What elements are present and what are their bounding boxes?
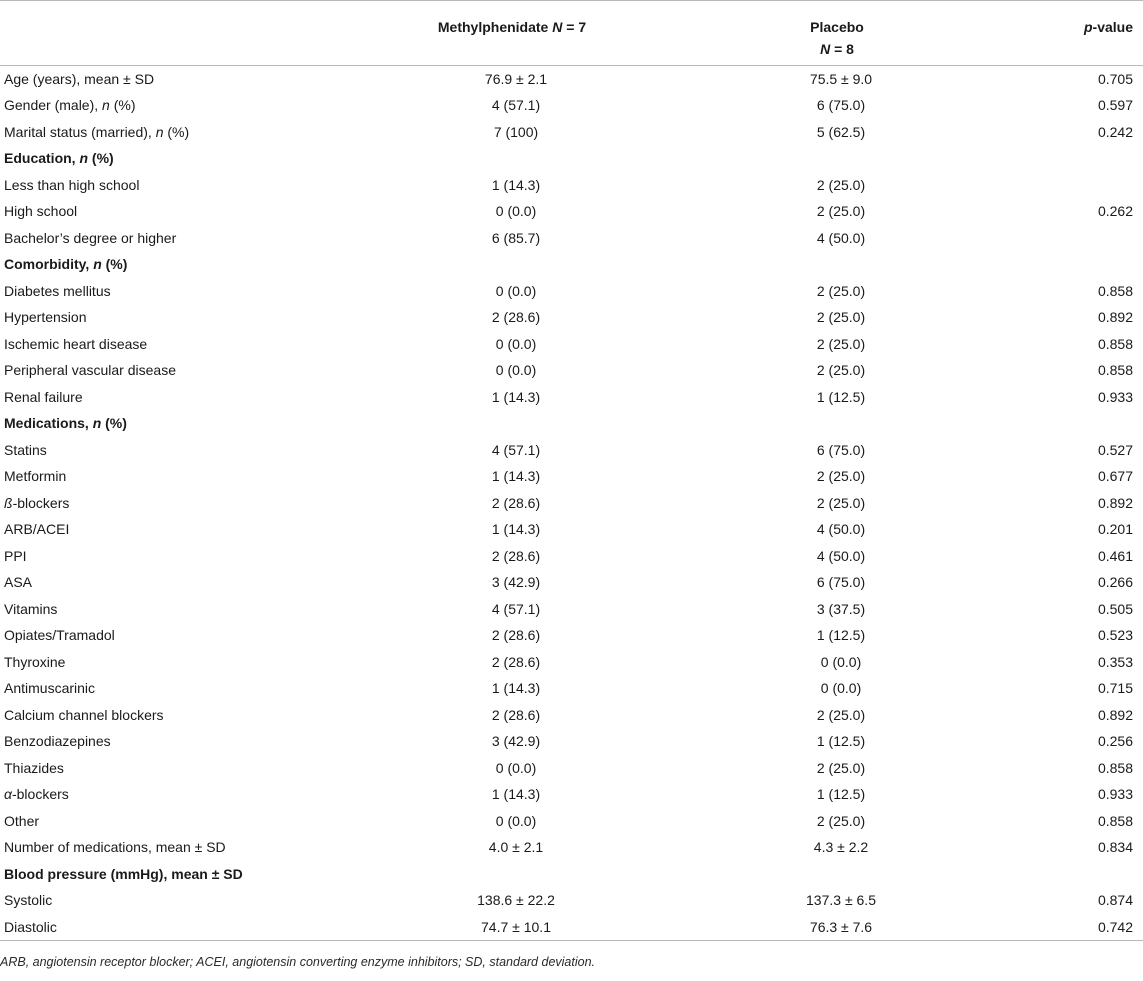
table-row	[0, 437, 1143, 464]
row-label	[0, 119, 330, 146]
placebo-value: 3 (37.5)	[816, 600, 866, 617]
table-row	[0, 781, 1143, 808]
row-label	[0, 596, 330, 623]
methylphenidate-value: 0 (0.0)	[495, 759, 537, 776]
table-row	[0, 198, 1143, 225]
methylphenidate-value: 74.7 ± 10.1	[330, 914, 622, 941]
methylphenidate-value: 1 (14.3)	[491, 521, 541, 538]
table-row	[0, 119, 1143, 146]
row-label-text: High school	[4, 203, 78, 220]
placebo-value: 5 (62.5)	[816, 123, 866, 140]
row-label	[0, 834, 330, 861]
placebo-value: 0 (0.0)	[820, 680, 862, 697]
header-label	[0, 1, 330, 66]
placebo-value: 1 (12.5)	[816, 786, 866, 803]
placebo-value	[622, 145, 1020, 172]
p-value: 0.892	[1097, 309, 1133, 326]
placebo-value: 4 (50.0)	[816, 521, 866, 538]
p-value	[1020, 225, 1143, 252]
placebo-value: 1 (12.5)	[816, 733, 866, 750]
p-value: 0.677	[1097, 468, 1133, 485]
p-value: 0.461	[1097, 547, 1133, 564]
row-label-text: PPI	[4, 547, 27, 564]
table-row	[0, 172, 1143, 199]
table-row	[0, 463, 1143, 490]
p-value: 0.256	[1097, 733, 1133, 750]
row-label-suffix: -blockers	[11, 786, 69, 803]
p-value: 0.858	[1097, 335, 1133, 352]
p-value: 0.505	[1097, 600, 1133, 617]
table-body	[0, 66, 1143, 941]
p-value	[1020, 410, 1143, 437]
p-value: 0.742	[1020, 914, 1143, 941]
p-value: 0.705	[1097, 71, 1133, 87]
row-label-italic: n	[155, 123, 164, 140]
methylphenidate-value: 3 (42.9)	[491, 733, 541, 750]
table-row	[0, 278, 1143, 305]
row-label-text: Thyroxine	[4, 653, 66, 670]
table-row	[0, 516, 1143, 543]
row-label	[0, 808, 330, 835]
row-label	[0, 569, 330, 596]
methylphenidate-value: 138.6 ± 22.2	[477, 892, 555, 909]
p-value: 0.874	[1097, 892, 1133, 909]
methylphenidate-value: 2 (28.6)	[491, 547, 541, 564]
row-label-text: Systolic	[4, 892, 53, 909]
row-label-text: Number of medications, mean ± SD	[4, 839, 226, 856]
placebo-value	[622, 410, 1020, 437]
methylphenidate-value: 1 (14.3)	[491, 388, 541, 405]
row-label-text: Metformin	[4, 468, 67, 485]
header-p-value-text: -value	[1092, 19, 1133, 35]
row-label-text: Comorbidity,	[4, 256, 94, 273]
methylphenidate-value: 0 (0.0)	[495, 812, 537, 829]
methylphenidate-value: 3 (42.9)	[491, 574, 541, 591]
table-row	[0, 755, 1143, 782]
row-label-text: Gender (male),	[4, 97, 103, 114]
row-label	[0, 66, 330, 93]
p-value	[1020, 251, 1143, 278]
row-label-text: Education,	[4, 150, 80, 167]
table-row	[0, 66, 1143, 93]
placebo-value: 6 (75.0)	[816, 97, 866, 114]
p-value: 0.933	[1097, 786, 1133, 803]
row-label	[0, 410, 330, 437]
placebo-value: 2 (25.0)	[816, 494, 866, 511]
header-row	[0, 1, 1143, 66]
row-label	[0, 914, 330, 941]
row-label	[0, 781, 330, 808]
header-placebo-n: N	[820, 41, 831, 57]
placebo-value	[622, 861, 1020, 888]
p-value: 0.834	[1097, 839, 1133, 856]
row-label	[0, 145, 330, 172]
header-placebo	[622, 1, 1020, 66]
methylphenidate-value: 4 (57.1)	[491, 97, 541, 114]
methylphenidate-value: 2 (28.6)	[491, 653, 541, 670]
row-label-suffix: (%)	[109, 97, 136, 114]
p-value: 0.858	[1097, 812, 1133, 829]
table-row	[0, 92, 1143, 119]
row-label-text: Marital status (married),	[4, 123, 156, 140]
table-row	[0, 622, 1143, 649]
row-label-text: Peripheral vascular disease	[4, 362, 176, 379]
placebo-value: 1 (12.5)	[816, 388, 866, 405]
placebo-value: 4 (50.0)	[816, 547, 866, 564]
p-value: 0.892	[1097, 494, 1133, 511]
row-label-text: Age (years), mean ± SD	[4, 71, 155, 87]
table-row	[0, 887, 1143, 914]
p-value: 0.201	[1097, 521, 1133, 538]
row-label-text: Benzodiazepines	[4, 733, 111, 750]
placebo-value: 1 (12.5)	[816, 627, 866, 644]
row-label-text: Diabetes mellitus	[4, 282, 111, 299]
row-label-text: Ischemic heart disease	[4, 335, 148, 352]
p-value: 0.715	[1097, 680, 1133, 697]
methylphenidate-value: 0 (0.0)	[495, 282, 537, 299]
row-label	[0, 331, 330, 358]
table-row	[0, 225, 1143, 252]
table-row	[0, 834, 1143, 861]
methylphenidate-value: 1 (14.3)	[491, 786, 541, 803]
row-label	[0, 463, 330, 490]
table-row	[0, 543, 1143, 570]
table-row	[0, 702, 1143, 729]
p-value: 0.353	[1097, 653, 1133, 670]
row-label-italic: n	[92, 415, 102, 432]
row-label	[0, 622, 330, 649]
p-value: 0.266	[1097, 574, 1133, 591]
row-label-suffix: (%)	[101, 415, 127, 432]
row-label	[0, 198, 330, 225]
methylphenidate-value	[330, 410, 622, 437]
placebo-value: 2 (25.0)	[816, 706, 866, 723]
row-label-text: Renal failure	[4, 388, 83, 405]
row-label	[0, 728, 330, 755]
placebo-value: 6 (75.0)	[816, 574, 866, 591]
row-label-suffix: (%)	[101, 256, 128, 273]
table-row	[0, 808, 1143, 835]
p-value	[1020, 861, 1143, 888]
methylphenidate-value: 4.0 ± 2.1	[488, 839, 544, 856]
methylphenidate-value: 4 (57.1)	[491, 441, 541, 458]
methylphenidate-value: 1 (14.3)	[491, 468, 541, 485]
table-row	[0, 490, 1143, 517]
table-row	[0, 861, 1143, 888]
methylphenidate-value: 6 (85.7)	[491, 229, 541, 246]
header-p-letter: p	[1083, 19, 1093, 35]
row-label-text: ARB/ACEI	[4, 521, 70, 538]
row-label-text: Bachelor’s degree or higher	[4, 229, 177, 246]
row-label-text: Medications,	[4, 415, 93, 432]
p-value: 0.523	[1097, 627, 1133, 644]
row-label-italic: n	[79, 150, 89, 167]
row-label	[0, 675, 330, 702]
row-label-text: Calcium channel blockers	[4, 706, 164, 723]
methylphenidate-value: 2 (28.6)	[491, 494, 541, 511]
row-label-suffix: (%)	[88, 150, 114, 167]
methylphenidate-value: 4 (57.1)	[491, 600, 541, 617]
methylphenidate-value: 7 (100)	[493, 123, 539, 140]
row-label-text: Thiazides	[4, 759, 64, 776]
row-label	[0, 516, 330, 543]
table-row	[0, 596, 1143, 623]
row-label	[0, 278, 330, 305]
placebo-value: 2 (25.0)	[816, 176, 866, 193]
placebo-value: 2 (25.0)	[816, 203, 866, 220]
placebo-value: 2 (25.0)	[816, 282, 866, 299]
row-label	[0, 304, 330, 331]
row-label-text: Hypertension	[4, 309, 87, 326]
row-label	[0, 861, 330, 888]
row-label-text: ASA	[4, 574, 33, 591]
header-methylphenidate-count: = 7	[562, 19, 587, 35]
placebo-value: 137.3 ± 6.5	[806, 892, 876, 909]
row-label-text: Less than high school	[4, 176, 140, 193]
placebo-value: 6 (75.0)	[816, 441, 866, 458]
row-label-text: Vitamins	[4, 600, 58, 617]
table-footnote: ARB, angiotensin receptor blocker; ACEI, angiotensin converting enzyme inhibitors; SD, standard deviation.	[0, 954, 595, 969]
table-row	[0, 675, 1143, 702]
table-row	[0, 331, 1143, 358]
header-methylphenidate-n: N	[552, 19, 563, 35]
placebo-value: 2 (25.0)	[816, 812, 866, 829]
row-label-italic: n	[102, 97, 110, 114]
row-label-text: Other	[4, 812, 40, 829]
placebo-value: 2 (25.0)	[816, 309, 866, 326]
row-label-text: Opiates/Tramadol	[4, 627, 115, 644]
placebo-value: 75.5 ± 9.0	[809, 71, 873, 87]
placebo-value: 2 (25.0)	[816, 335, 866, 352]
p-value: 0.527	[1097, 441, 1133, 458]
row-label	[0, 702, 330, 729]
table-row	[0, 649, 1143, 676]
placebo-value: 2 (25.0)	[816, 468, 866, 485]
row-label-italic: α	[4, 786, 12, 803]
methylphenidate-value: 0 (0.0)	[495, 203, 537, 220]
placebo-value: 2 (25.0)	[816, 362, 866, 379]
table-row	[0, 569, 1143, 596]
placebo-value: 0 (0.0)	[820, 653, 862, 670]
p-value: 0.262	[1097, 203, 1133, 220]
table-row	[0, 357, 1143, 384]
methylphenidate-value: 2 (28.6)	[491, 309, 541, 326]
row-label-suffix: -blockers	[12, 494, 70, 511]
methylphenidate-value: 1 (14.3)	[491, 176, 541, 193]
row-label	[0, 172, 330, 199]
methylphenidate-value: 2 (28.6)	[491, 706, 541, 723]
p-value: 0.858	[1097, 759, 1133, 776]
placebo-value: 2 (25.0)	[816, 759, 866, 776]
p-value: 0.933	[1097, 388, 1133, 405]
table-row	[0, 914, 1143, 941]
row-label	[0, 92, 330, 119]
header-p-value	[1020, 1, 1143, 66]
table-row	[0, 728, 1143, 755]
row-label	[0, 225, 330, 252]
placebo-value: 4.3 ± 2.2	[813, 839, 869, 856]
p-value: 0.242	[1097, 123, 1133, 140]
p-value: 0.892	[1097, 706, 1133, 723]
p-value: 0.597	[1097, 97, 1133, 114]
table-row	[0, 145, 1143, 172]
row-label	[0, 490, 330, 517]
methylphenidate-value: 76.9 ± 2.1	[484, 71, 548, 87]
p-value: 0.858	[1097, 282, 1133, 299]
table-row	[0, 304, 1143, 331]
row-label	[0, 437, 330, 464]
methylphenidate-value: 0 (0.0)	[495, 362, 537, 379]
row-label-text: Statins	[4, 441, 47, 458]
placebo-value: 76.3 ± 7.6	[622, 914, 1020, 941]
row-label-text: Diastolic	[4, 918, 57, 935]
row-label	[0, 755, 330, 782]
row-label-text: Blood pressure (mmHg), mean ± SD	[4, 865, 243, 882]
row-label	[0, 251, 330, 278]
methylphenidate-value	[330, 251, 622, 278]
methylphenidate-value	[330, 861, 622, 888]
methylphenidate-value	[330, 145, 622, 172]
placebo-value: 4 (50.0)	[816, 229, 866, 246]
methylphenidate-value: 2 (28.6)	[491, 627, 541, 644]
p-value	[1020, 172, 1143, 199]
row-label-text: Antimuscarinic	[4, 680, 96, 697]
row-label-suffix: (%)	[163, 123, 190, 140]
row-label	[0, 384, 330, 411]
row-label	[0, 887, 330, 914]
header-methylphenidate	[330, 1, 622, 66]
header-placebo-count: = 8	[830, 41, 854, 57]
row-label	[0, 357, 330, 384]
row-label-italic: n	[93, 256, 102, 273]
p-value	[1020, 145, 1143, 172]
row-label	[0, 543, 330, 570]
header-methylphenidate-text: Methylphenidate	[437, 19, 553, 35]
methylphenidate-value: 1 (14.3)	[491, 680, 541, 697]
row-label-italic: ß	[4, 494, 13, 511]
placebo-value	[622, 251, 1020, 278]
table-row	[0, 251, 1143, 278]
header-placebo-text: Placebo	[810, 19, 864, 35]
methylphenidate-value: 0 (0.0)	[495, 335, 537, 352]
table-row	[0, 384, 1143, 411]
table-row	[0, 410, 1143, 437]
row-label	[0, 649, 330, 676]
p-value: 0.858	[1097, 362, 1133, 379]
